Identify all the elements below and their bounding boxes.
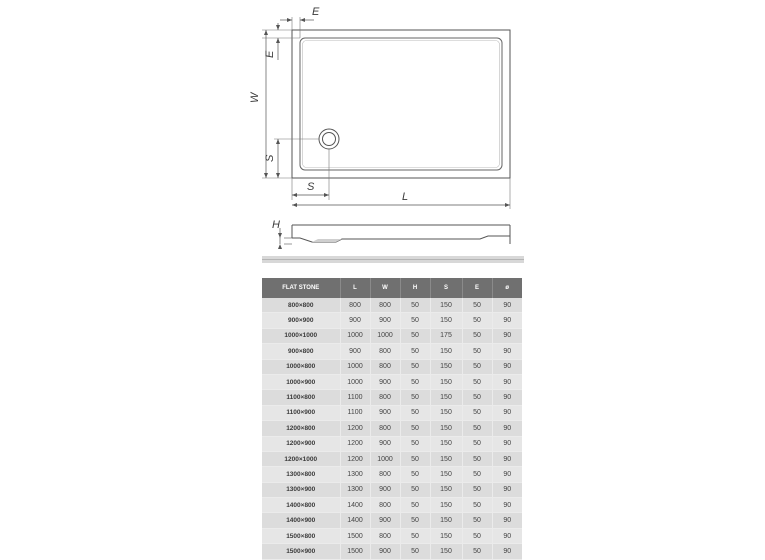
- cell-s: 150: [430, 390, 462, 405]
- cell-s: 150: [430, 498, 462, 513]
- cell-length: 1200: [340, 421, 370, 436]
- table-header: [262, 278, 522, 298]
- dim-label-l: L: [402, 191, 409, 203]
- cell-height: 50: [400, 482, 430, 497]
- table-row: [262, 313, 522, 328]
- table-row: [262, 467, 522, 482]
- header-model: FLAT STONE: [262, 278, 340, 298]
- dim-label-e-top: E: [312, 6, 320, 18]
- cell-model: 900×900: [262, 313, 340, 328]
- cell-s: 150: [430, 482, 462, 497]
- cell-length: 1300: [340, 467, 370, 482]
- cell-height: 50: [400, 451, 430, 466]
- cell-e: 50: [462, 328, 492, 343]
- cell-diameter: 90: [492, 390, 522, 405]
- cell-length: 1000: [340, 328, 370, 343]
- cell-e: 50: [462, 298, 492, 313]
- cell-width: 800: [370, 498, 400, 513]
- cell-width: 800: [370, 359, 400, 374]
- table-row: [262, 328, 522, 343]
- cell-height: 50: [400, 544, 430, 559]
- cell-length: 1000: [340, 359, 370, 374]
- cell-length: 1400: [340, 498, 370, 513]
- cell-model: 1000×800: [262, 359, 340, 374]
- cell-model: 1400×800: [262, 498, 340, 513]
- cell-s: 175: [430, 328, 462, 343]
- cell-length: 1400: [340, 513, 370, 528]
- cell-diameter: 90: [492, 498, 522, 513]
- cell-e: 50: [462, 374, 492, 389]
- table-row: [262, 344, 522, 359]
- table-row: [262, 544, 522, 559]
- cell-e: 50: [462, 344, 492, 359]
- cell-length: 1200: [340, 451, 370, 466]
- technical-drawing: [0, 0, 765, 275]
- cell-height: 50: [400, 405, 430, 420]
- cell-width: 900: [370, 482, 400, 497]
- cell-model: 1400×900: [262, 513, 340, 528]
- tray-outer-outline: [292, 30, 510, 178]
- dim-label-h: H: [272, 219, 280, 231]
- header-e: E: [462, 278, 492, 298]
- table-row: [262, 390, 522, 405]
- cell-e: 50: [462, 436, 492, 451]
- cell-diameter: 90: [492, 451, 522, 466]
- table-row: [262, 498, 522, 513]
- table-row: [262, 482, 522, 497]
- cell-diameter: 90: [492, 359, 522, 374]
- drain-inner-ring: [323, 133, 336, 146]
- cell-diameter: 90: [492, 467, 522, 482]
- table-row: [262, 513, 522, 528]
- cell-s: 150: [430, 528, 462, 543]
- cell-width: 1000: [370, 328, 400, 343]
- cell-height: 50: [400, 344, 430, 359]
- cell-model: 800×800: [262, 298, 340, 313]
- cell-model: 900×800: [262, 344, 340, 359]
- table-header-row: [262, 278, 522, 298]
- cell-height: 50: [400, 328, 430, 343]
- cell-width: 900: [370, 313, 400, 328]
- cell-height: 50: [400, 390, 430, 405]
- table-row: [262, 528, 522, 543]
- table-row: [262, 451, 522, 466]
- table-body: [262, 298, 522, 559]
- header-s: S: [430, 278, 462, 298]
- cell-s: 150: [430, 344, 462, 359]
- cell-e: 50: [462, 359, 492, 374]
- cell-diameter: 90: [492, 528, 522, 543]
- cell-width: 1000: [370, 451, 400, 466]
- cell-height: 50: [400, 374, 430, 389]
- cell-diameter: 90: [492, 328, 522, 343]
- cell-diameter: 90: [492, 374, 522, 389]
- cell-height: 50: [400, 498, 430, 513]
- cell-diameter: 90: [492, 436, 522, 451]
- cell-e: 50: [462, 528, 492, 543]
- cell-width: 800: [370, 467, 400, 482]
- cell-s: 150: [430, 359, 462, 374]
- table-row: [262, 405, 522, 420]
- cell-e: 50: [462, 313, 492, 328]
- cell-s: 150: [430, 374, 462, 389]
- cell-width: 900: [370, 405, 400, 420]
- cell-s: 150: [430, 544, 462, 559]
- cell-e: 50: [462, 390, 492, 405]
- cell-height: 50: [400, 513, 430, 528]
- cell-model: 1500×800: [262, 528, 340, 543]
- cell-height: 50: [400, 436, 430, 451]
- cell-s: 150: [430, 436, 462, 451]
- cell-width: 900: [370, 513, 400, 528]
- cell-height: 50: [400, 313, 430, 328]
- cell-e: 50: [462, 405, 492, 420]
- cell-model: 1200×1000: [262, 451, 340, 466]
- cell-e: 50: [462, 421, 492, 436]
- header-length: L: [340, 278, 370, 298]
- cell-model: 1200×900: [262, 436, 340, 451]
- cell-diameter: 90: [492, 544, 522, 559]
- cell-model: 1100×800: [262, 390, 340, 405]
- cell-length: 1000: [340, 374, 370, 389]
- header-width: W: [370, 278, 400, 298]
- cell-diameter: 90: [492, 298, 522, 313]
- cell-model: 1000×900: [262, 374, 340, 389]
- cell-s: 150: [430, 421, 462, 436]
- cell-e: 50: [462, 467, 492, 482]
- cell-diameter: 90: [492, 421, 522, 436]
- cell-diameter: 90: [492, 513, 522, 528]
- cell-length: 1500: [340, 528, 370, 543]
- cell-e: 50: [462, 451, 492, 466]
- cell-length: 1100: [340, 405, 370, 420]
- cell-length: 1300: [340, 482, 370, 497]
- cell-s: 150: [430, 313, 462, 328]
- cell-width: 900: [370, 436, 400, 451]
- cell-diameter: 90: [492, 313, 522, 328]
- cell-model: 1200×800: [262, 421, 340, 436]
- cell-s: 150: [430, 298, 462, 313]
- cell-model: 1500×900: [262, 544, 340, 559]
- cell-e: 50: [462, 513, 492, 528]
- cell-length: 1500: [340, 544, 370, 559]
- dim-label-s-side: S: [264, 154, 276, 162]
- dimension-arrows: [264, 18, 510, 249]
- cell-height: 50: [400, 298, 430, 313]
- cell-model: 1300×900: [262, 482, 340, 497]
- cell-height: 50: [400, 467, 430, 482]
- cell-length: 900: [340, 344, 370, 359]
- cell-width: 800: [370, 421, 400, 436]
- dim-label-e-side: E: [264, 50, 276, 58]
- table-row: [262, 298, 522, 313]
- table-row: [262, 421, 522, 436]
- table-row: [262, 374, 522, 389]
- cell-height: 50: [400, 421, 430, 436]
- cell-height: 50: [400, 528, 430, 543]
- cell-diameter: 90: [492, 344, 522, 359]
- cell-s: 150: [430, 451, 462, 466]
- table-row: [262, 359, 522, 374]
- cell-width: 800: [370, 390, 400, 405]
- cell-length: 1100: [340, 390, 370, 405]
- cell-model: 1000×1000: [262, 328, 340, 343]
- cell-e: 50: [462, 482, 492, 497]
- cell-length: 900: [340, 313, 370, 328]
- extension-lines: [262, 17, 510, 209]
- cell-width: 900: [370, 544, 400, 559]
- cell-model: 1300×800: [262, 467, 340, 482]
- tray-inner-outline: [300, 38, 502, 170]
- cell-height: 50: [400, 359, 430, 374]
- cell-length: 800: [340, 298, 370, 313]
- cell-width: 800: [370, 528, 400, 543]
- cell-model: 1100×900: [262, 405, 340, 420]
- cell-length: 1200: [340, 436, 370, 451]
- cell-width: 900: [370, 374, 400, 389]
- cell-e: 50: [462, 498, 492, 513]
- cell-e: 50: [462, 544, 492, 559]
- cell-width: 800: [370, 344, 400, 359]
- header-diameter: ø: [492, 278, 522, 298]
- dim-label-w: W: [249, 92, 261, 103]
- specification-table: [262, 278, 522, 560]
- header-height: H: [400, 278, 430, 298]
- cell-s: 150: [430, 467, 462, 482]
- cell-diameter: 90: [492, 405, 522, 420]
- cell-width: 800: [370, 298, 400, 313]
- cell-diameter: 90: [492, 482, 522, 497]
- dim-label-s-bottom: S: [307, 181, 315, 193]
- cell-s: 150: [430, 405, 462, 420]
- table-row: [262, 436, 522, 451]
- cell-s: 150: [430, 513, 462, 528]
